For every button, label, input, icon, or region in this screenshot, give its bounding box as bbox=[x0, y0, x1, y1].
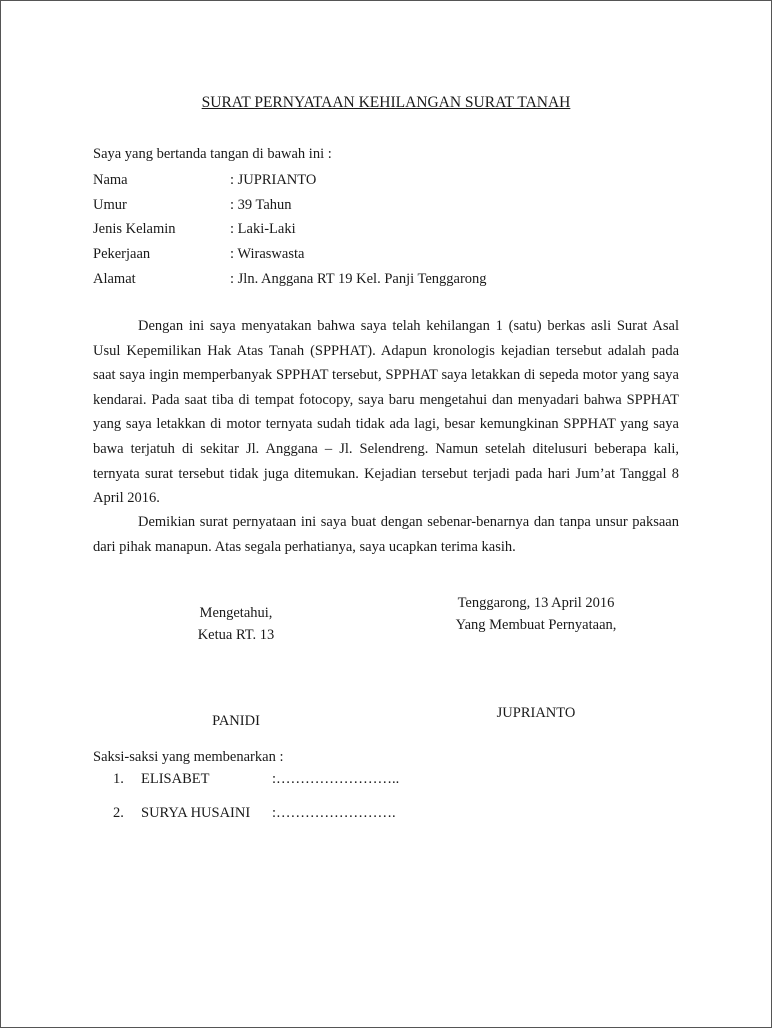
list-item bbox=[113, 768, 533, 802]
identity-value: : Wiraswasta bbox=[230, 246, 305, 263]
identity-row-occupation bbox=[93, 242, 653, 267]
identity-value: : JUPRIANTO bbox=[230, 172, 317, 188]
closing-paragraph: Demikian surat pernyataan ini saya buat dengan sebenar-benarnya dan tanpa unsur paksaan dari pihak manapun. Atas segala perhatianya, saya ucapkan terima kasih. bbox=[93, 514, 679, 555]
witness-list bbox=[113, 768, 533, 836]
witnesses-heading: Saksi-saksi yang membenarkan : bbox=[93, 749, 284, 765]
identity-row-name bbox=[93, 168, 653, 193]
identity-block bbox=[93, 168, 653, 291]
identity-row-age bbox=[93, 193, 653, 218]
intro-text: Saya yang bertanda tangan di bawah ini : bbox=[93, 146, 332, 162]
identity-label: Nama bbox=[93, 172, 128, 188]
identity-row-address bbox=[93, 267, 653, 292]
signature-right-line2: Yang Membuat Pernyataan, bbox=[455, 617, 617, 633]
signature-left-line2: Ketua RT. 13 bbox=[197, 627, 275, 643]
identity-value: : 39 Tahun bbox=[230, 196, 292, 213]
witness-name: SURYA HUSAINI bbox=[141, 805, 251, 821]
signature-right-line1: Tenggarong, 13 April 2016 bbox=[457, 595, 615, 611]
identity-value: : Jln. Anggana RT 19 Kel. Panji Tenggarong bbox=[230, 270, 487, 287]
witness-signature-line: :……………………. bbox=[272, 805, 396, 821]
identity-label: Pekerjaan bbox=[93, 246, 151, 263]
statement-paragraph: Dengan ini saya menyatakan bahwa saya telah kehilangan 1 (satu) berkas asli Surat Asal Usul Kepemilikan Hak Atas Tanah (SPPHAT). Adapun kronologis kejadian tersebut adalah pada saat saya ingin memperbanyak SPPHAT tersebut, SPPHAT saya letakkan di sepeda motor yang saya kendarai. Pada saat tiba di tempat fotocopy, saya baru mengetahui dan menyadari bahwa SPPHAT yang saya letakkan di motor ternyata sudah tidak ada lagi, besar kemungkinan SPPHAT yang saya bawa terjatuh di sekitar Jl. Anggana – Jl. Selendreng. Namun setelah ditelusuri beberapa kali, ternyata surat tersebut tidak juga ditemukan. Kejadian tersebut terjadi pada hari Jum’at Tanggal 8 April 2016. bbox=[93, 318, 679, 507]
identity-label: Alamat bbox=[93, 270, 136, 287]
identity-row-gender bbox=[93, 217, 653, 242]
signature-left-line1: Mengetahui, bbox=[199, 605, 273, 621]
document-title: SURAT PERNYATAAN KEHILANGAN SURAT TANAH bbox=[201, 94, 571, 111]
signature-block-left bbox=[151, 602, 321, 646]
identity-label: Umur bbox=[93, 196, 127, 213]
signer-name-right: JUPRIANTO bbox=[496, 705, 576, 721]
identity-label: Jenis Kelamin bbox=[93, 221, 176, 238]
witness-signature-line: :…………………….. bbox=[272, 771, 400, 787]
list-item bbox=[113, 802, 533, 836]
signature-block-right bbox=[441, 592, 631, 636]
witness-number: 1. bbox=[113, 771, 124, 787]
witness-name: ELISABET bbox=[141, 771, 210, 787]
identity-value: : Laki-Laki bbox=[230, 221, 296, 238]
signer-name-left: PANIDI bbox=[212, 713, 260, 729]
witness-number: 2. bbox=[113, 805, 124, 821]
